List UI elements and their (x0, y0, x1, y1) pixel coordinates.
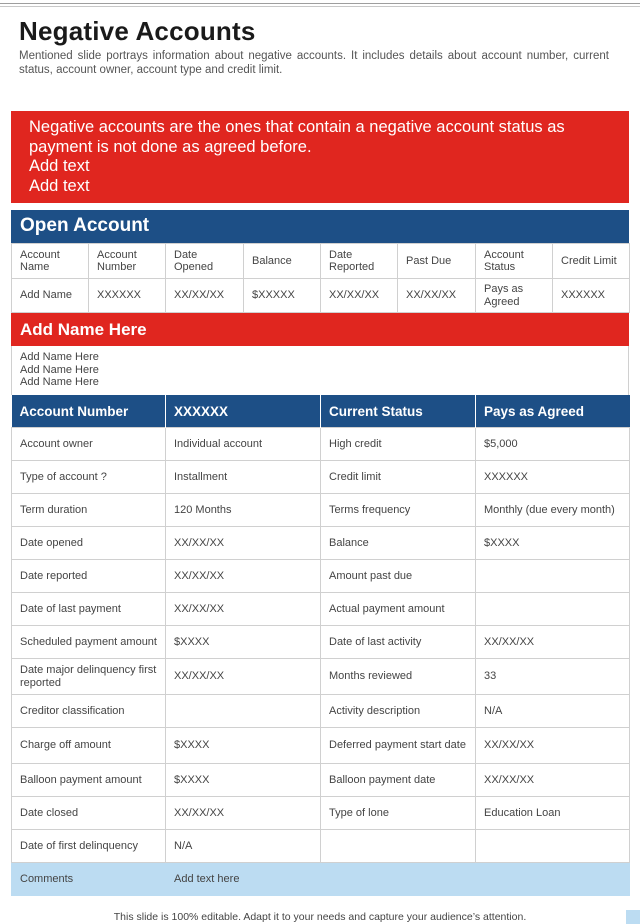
cell-value: XXXXXX (553, 279, 630, 313)
col-header: Past Due (398, 244, 476, 279)
cell: N/A (166, 830, 321, 863)
page-title: Negative Accounts (19, 16, 256, 46)
table-row (12, 695, 630, 728)
cell: Date of first delinquency (12, 830, 166, 863)
cell: Type of lone (321, 797, 476, 830)
col-header: Balance (244, 244, 321, 279)
cell (476, 593, 630, 626)
cell: Date of last payment (12, 593, 166, 626)
cell (321, 830, 476, 863)
cell: Charge off amount (12, 728, 166, 764)
cell: Activity description (321, 695, 476, 728)
details-header: Current Status (321, 395, 476, 428)
cell: Balloon payment date (321, 764, 476, 797)
footer-note: This slide is 100% editable. Adapt it to your needs and capture your audience’s attention. (113, 911, 527, 923)
top-rule (0, 3, 640, 4)
details-header: XXXXXX (166, 395, 321, 428)
cell (321, 863, 476, 896)
cell-value: XXXXXX (89, 279, 166, 313)
negative-accounts-alert (11, 111, 629, 203)
col-header: Account Number (89, 244, 166, 279)
details-header: Pays as Agreed (476, 395, 630, 428)
table-row (12, 764, 630, 797)
cell: Date major delinquency first reported (12, 659, 166, 695)
col-header: Account Status (476, 244, 553, 279)
table-row (12, 461, 630, 494)
table-row (12, 797, 630, 830)
cell: Scheduled payment amount (12, 626, 166, 659)
cell: Months reviewed (321, 659, 476, 695)
cell: XX/XX/XX (476, 728, 630, 764)
cell (476, 863, 630, 896)
cell: Account owner (12, 428, 166, 461)
comments-text: Add text here (166, 863, 321, 896)
cell: High credit (321, 428, 476, 461)
cell: 120 Months (166, 494, 321, 527)
top-rule-secondary (0, 6, 640, 7)
cell: Installment (166, 461, 321, 494)
col-header: Date Opened (166, 244, 244, 279)
cell: Deferred payment start date (321, 728, 476, 764)
cell: N/A (476, 695, 630, 728)
open-account-value-row (12, 279, 630, 313)
alert-add-text-1: Add text (29, 157, 90, 175)
cell: Actual payment amount (321, 593, 476, 626)
name-section-body (11, 346, 629, 395)
account-details-table (11, 395, 630, 896)
cell: Monthly (due every month) (476, 494, 630, 527)
cell (476, 830, 630, 863)
cell: XXXXXX (476, 461, 630, 494)
cell-value: XX/XX/XX (321, 279, 398, 313)
details-header-row (12, 395, 630, 428)
name-line: Add Name Here (20, 376, 99, 388)
cell-value: XX/XX/XX (166, 279, 244, 313)
cell: $XXXX (166, 728, 321, 764)
cell (476, 560, 630, 593)
table-row (12, 626, 630, 659)
comments-label: Comments (12, 863, 166, 896)
cell: $XXXX (166, 626, 321, 659)
comments-row (12, 863, 630, 896)
cell: Creditor classification (12, 695, 166, 728)
cell: XX/XX/XX (476, 626, 630, 659)
cell: XX/XX/XX (166, 593, 321, 626)
table-row (12, 527, 630, 560)
table-row (12, 728, 630, 764)
col-header: Credit Limit (553, 244, 630, 279)
cell: Balance (321, 527, 476, 560)
name-line: Add Name Here (20, 363, 99, 376)
cell: Type of account ? (12, 461, 166, 494)
cell: Date of last activity (321, 626, 476, 659)
cell-value: Add Name (12, 279, 89, 313)
cell: XX/XX/XX (166, 797, 321, 830)
page-subtitle: Mentioned slide portrays information about negative accounts. It includes details about account number, current status, account owner, account type and credit limit. (19, 50, 609, 76)
cell: $5,000 (476, 428, 630, 461)
cell: Education Loan (476, 797, 630, 830)
cell: Date reported (12, 560, 166, 593)
cell: $XXXX (476, 527, 630, 560)
cell: XX/XX/XX (476, 764, 630, 797)
name-section-header: Add Name Here (11, 313, 629, 346)
cell: Balloon payment amount (12, 764, 166, 797)
cell-value: XX/XX/XX (398, 279, 476, 313)
alert-description: Negative accounts are the ones that contain a negative account status as payment is not done as agreed before. (29, 118, 565, 156)
table-row (12, 428, 630, 461)
table-row (12, 494, 630, 527)
col-header: Account Name (12, 244, 89, 279)
cell: $XXXX (166, 764, 321, 797)
alert-add-text-2: Add text (29, 176, 90, 195)
open-account-table (11, 243, 630, 313)
cell: Individual account (166, 428, 321, 461)
cell: Credit limit (321, 461, 476, 494)
table-row (12, 659, 630, 695)
cell-value: $XXXXX (244, 279, 321, 313)
table-row (12, 830, 630, 863)
table-row (12, 593, 630, 626)
open-account-header-row (12, 244, 630, 279)
cell: Date opened (12, 527, 166, 560)
cell: XX/XX/XX (166, 560, 321, 593)
cell: Terms frequency (321, 494, 476, 527)
name-line: Add Name Here (20, 351, 99, 363)
cell: XX/XX/XX (166, 659, 321, 695)
details-header: Account Number (12, 395, 166, 428)
cell: Term duration (12, 494, 166, 527)
cell-value: Pays as Agreed (476, 279, 553, 313)
cell: 33 (476, 659, 630, 695)
open-account-header: Open Account (11, 210, 629, 243)
cell: XX/XX/XX (166, 527, 321, 560)
col-header: Date Reported (321, 244, 398, 279)
cell: Amount past due (321, 560, 476, 593)
corner-accent (626, 910, 640, 924)
cell: Date closed (12, 797, 166, 830)
cell (166, 695, 321, 728)
table-row (12, 560, 630, 593)
